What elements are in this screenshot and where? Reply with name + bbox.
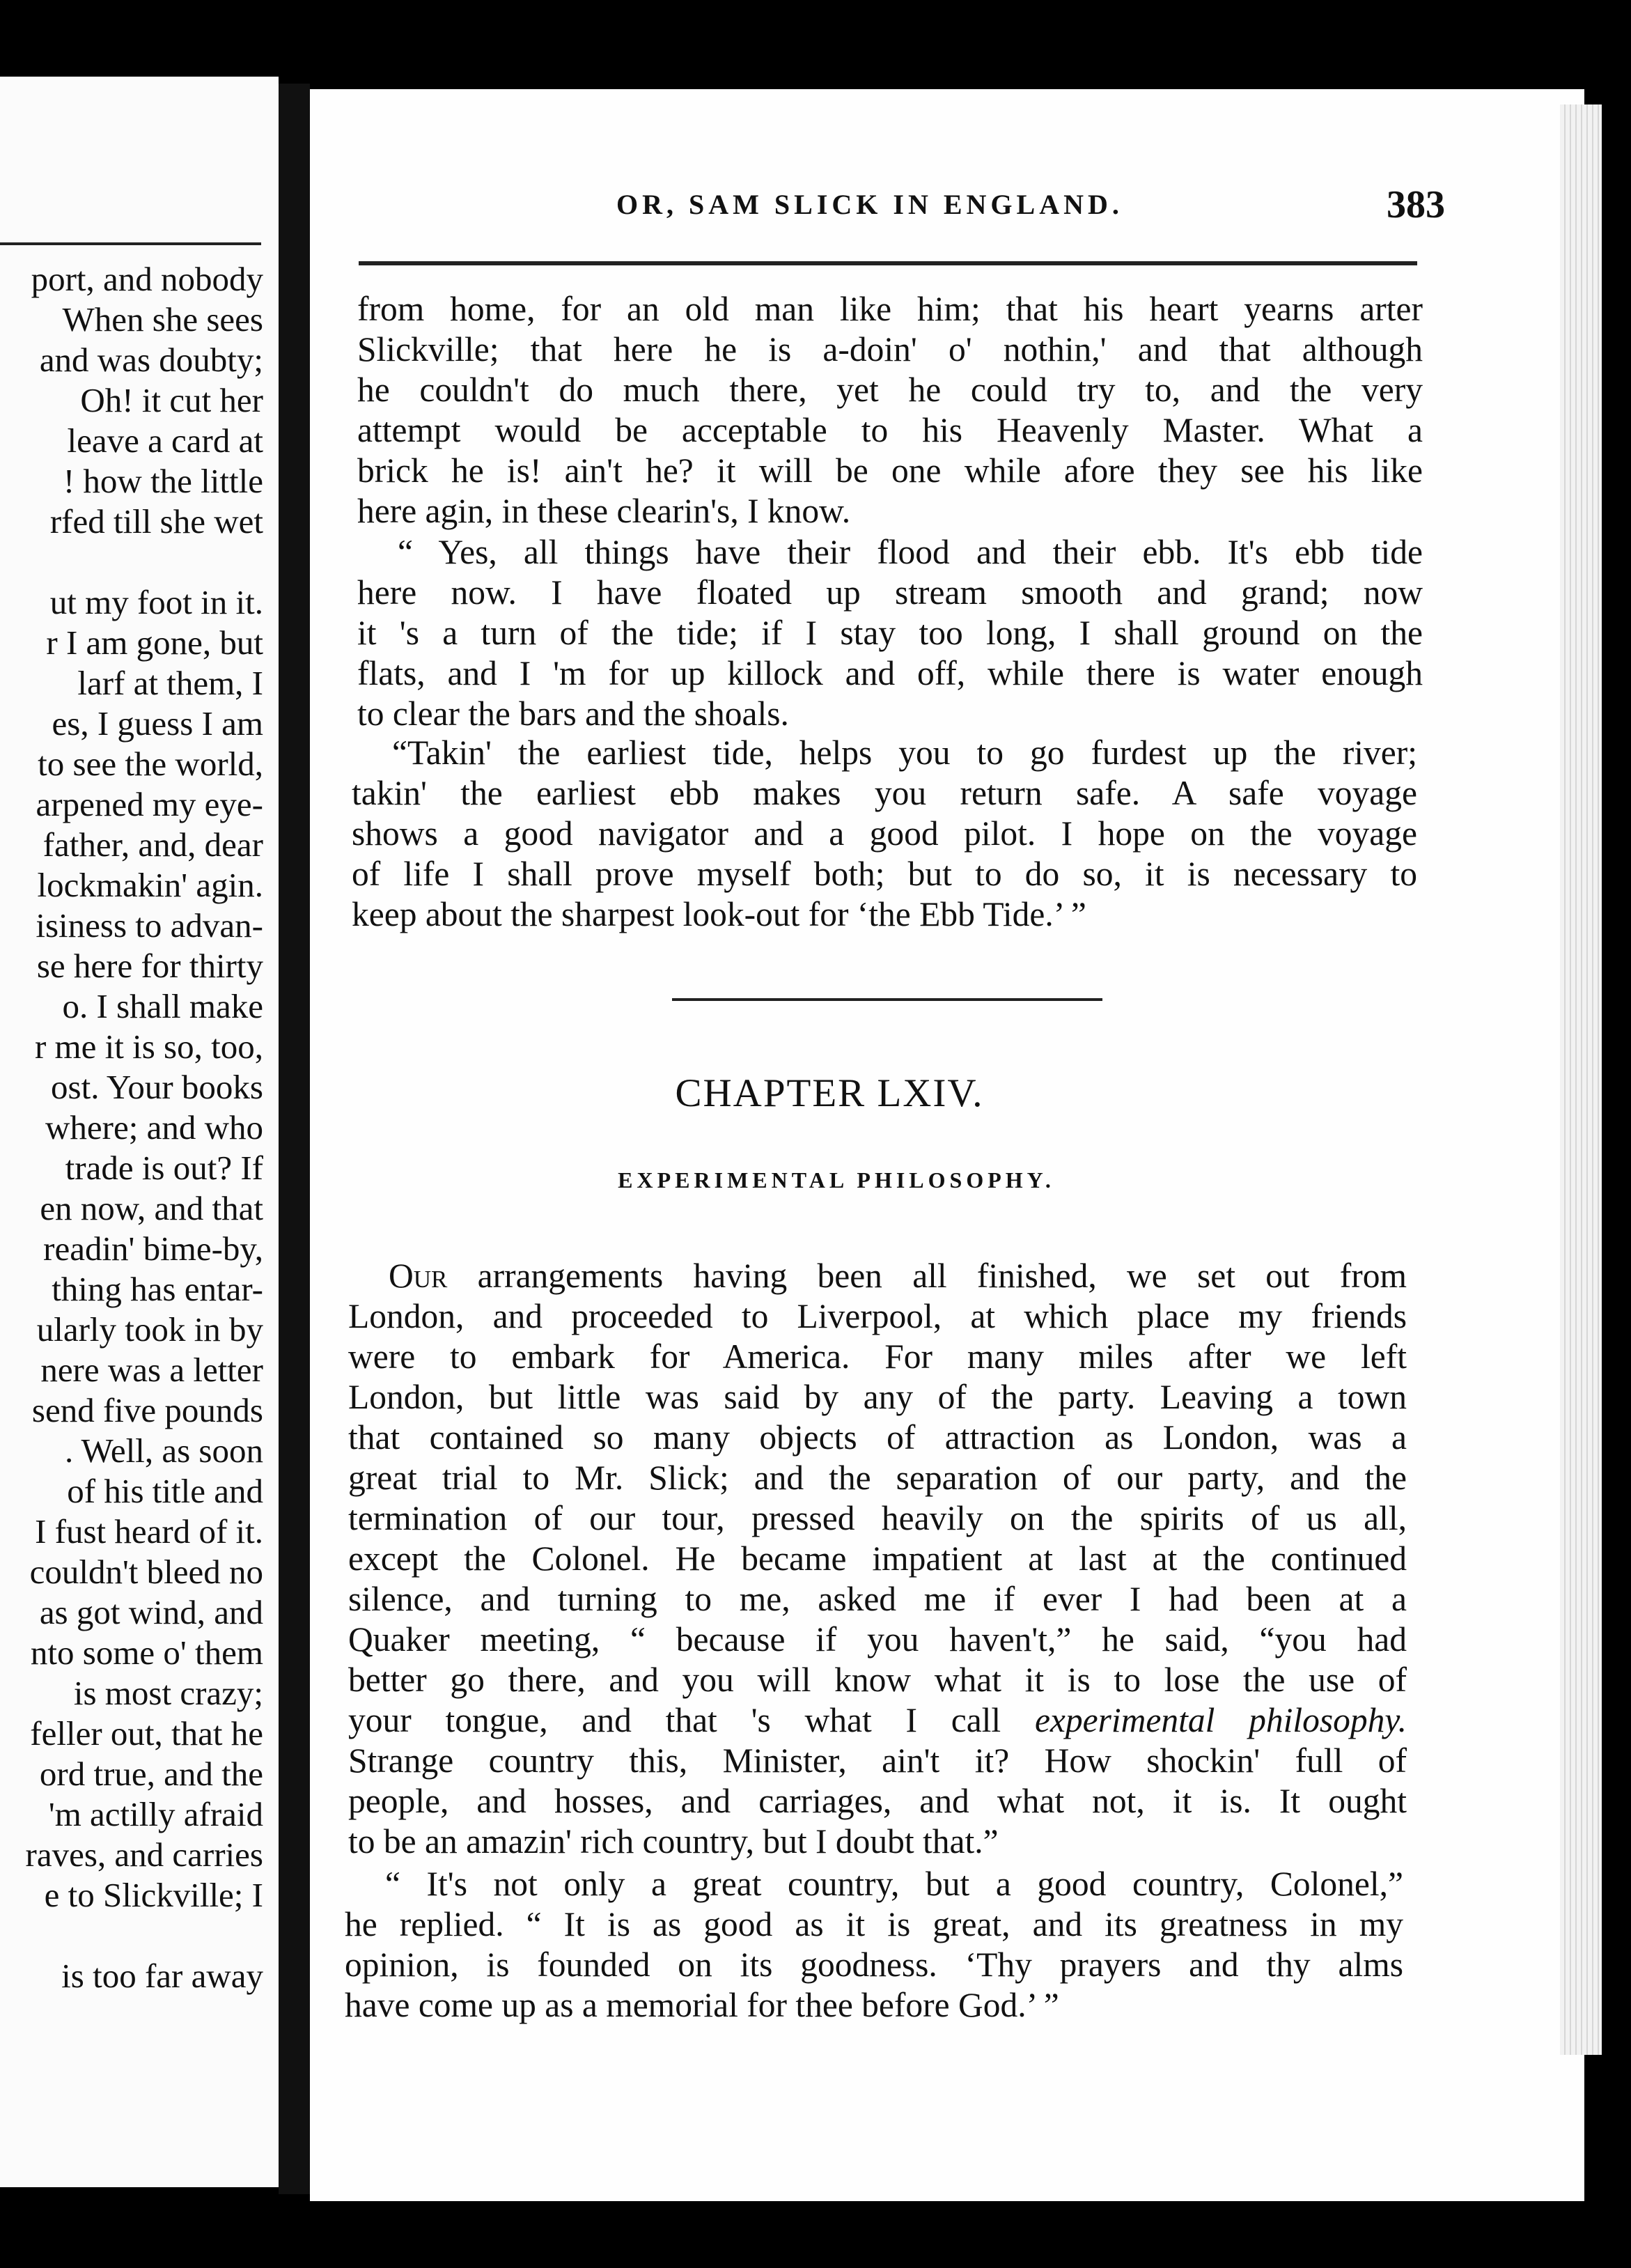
line-text: your tongue, and that 's what I call <box>348 1701 1035 1739</box>
text-line: he couldn't do much there, yet he could try to, and the very <box>357 371 1423 409</box>
text-line: that contained so many objects of attraction as London, was a <box>348 1418 1407 1457</box>
left-page-text <box>26 259 263 1996</box>
left-page-line: . Well, as soon <box>64 1431 263 1470</box>
left-page-line: of his title and <box>67 1472 263 1510</box>
text-line: flats, and I 'm for up killock and off, while there is water enough <box>357 654 1423 692</box>
text-line: of life I shall prove myself both; but to do so, it is necessary to <box>352 855 1417 893</box>
left-page-line: feller out, that he <box>30 1714 263 1753</box>
text-line: London, and proceeded to Liverpool, at which place my friends <box>348 1297 1407 1335</box>
left-page-line: raves, and carries <box>25 1835 263 1874</box>
left-page-line: readin' bime-by, <box>43 1229 263 1268</box>
paragraph-3 <box>352 733 1417 935</box>
left-page-line: ord true, and the <box>39 1755 263 1793</box>
text-line: “Takin' the earliest tide, helps you to go furdest up the river; <box>392 733 1417 772</box>
left-page-line: Oh! it cut her <box>80 381 263 419</box>
left-page-line: o. I shall make <box>62 987 263 1025</box>
paragraph-5 <box>345 1864 1403 2026</box>
left-page-line: as got wind, and <box>39 1593 263 1631</box>
left-page-line: 'm actilly afraid <box>48 1795 263 1833</box>
left-page-line: rfed till she wet <box>49 502 263 541</box>
italic-phrase: experimental philosophy. <box>1034 1701 1407 1739</box>
text-line: opinion, is founded on its goodness. ‘Thy prayers and thy alms <box>345 1945 1403 1984</box>
text-line: to clear the bars and the shoals. <box>357 694 789 733</box>
section-rule <box>672 998 1102 1001</box>
chapter-subtitle: EXPERIMENTAL PHILOSOPHY. <box>618 1167 1055 1193</box>
text-line: he replied. “ It is as good as it is great, and its greatness in my <box>345 1905 1403 1943</box>
drop-word: Our <box>389 1257 448 1295</box>
running-head-title: OR, SAM SLICK IN ENGLAND. <box>616 189 1123 220</box>
left-page-line: couldn't bleed no <box>29 1553 263 1591</box>
text-line: people, and hosses, and carriages, and what not, it is. It ought <box>348 1782 1407 1820</box>
left-page-line: send five pounds <box>31 1391 263 1429</box>
left-page <box>0 77 279 2187</box>
text-line: were to embark for America. For many miles after we left <box>348 1337 1407 1376</box>
text-line: London, but little was said by any of the party. Leaving a town <box>348 1378 1407 1416</box>
left-page-line: When she sees <box>62 300 263 339</box>
header-rule <box>359 261 1417 265</box>
left-page-line: ularly took in by <box>36 1310 263 1349</box>
text-line: “ It's not only a great country, but a good country, Colonel,” <box>385 1865 1403 1903</box>
text-line: Quaker meeting, “ because if you haven't,” he said, “you had <box>348 1620 1407 1659</box>
text-line <box>348 1256 1407 1296</box>
left-page-line: lockmakin' agin. <box>37 866 263 904</box>
text-line: here agin, in these clearin's, I know. <box>357 492 851 530</box>
paragraph-2 <box>357 532 1423 734</box>
left-page-line: r I am gone, but <box>46 623 263 662</box>
left-page-line: nto some o' them <box>30 1633 263 1672</box>
left-page-line <box>26 1916 263 1956</box>
text-line: shows a good navigator and a good pilot. I hope on the voyage <box>352 814 1417 853</box>
left-page-line: is too far away <box>61 1957 263 1995</box>
text-line: termination of our tour, pressed heavily on the spirits of us all, <box>348 1499 1407 1537</box>
text-line: attempt would be acceptable to his Heavenly Master. What a <box>357 411 1423 449</box>
left-page-line: trade is out? If <box>65 1149 263 1187</box>
left-page-line: e to Slickville; I <box>44 1876 263 1914</box>
text-line: silence, and turning to me, asked me if ever I had been at a <box>348 1580 1407 1618</box>
left-page-line: and was doubty; <box>39 341 263 379</box>
left-page-line: father, and, dear <box>42 825 263 864</box>
text-line: it 's a turn of the tide; if I stay too long, I shall ground on the <box>357 614 1423 652</box>
text-line: “ Yes, all things have their flood and their ebb. It's ebb tide <box>398 533 1423 571</box>
page-number: 383 <box>1387 183 1445 226</box>
left-page-line: where; and who <box>45 1108 263 1147</box>
left-page-line: ost. Your books <box>51 1068 263 1106</box>
left-page-line: larf at them, I <box>77 664 263 702</box>
text-line: from home, for an old man like him; that his heart yearns arter <box>357 290 1423 328</box>
left-page-line: is most crazy; <box>73 1674 263 1712</box>
text-line: except the Colonel. He became impatient at last at the continued <box>348 1539 1407 1578</box>
text-line: brick he is! ain't he? it will be one while afore they see his like <box>357 451 1423 490</box>
left-page-line: ! how the little <box>63 462 263 500</box>
text-line <box>348 1700 1407 1741</box>
chapter-title: CHAPTER LXIV. <box>675 1071 984 1115</box>
left-page-line: arpened my eye- <box>36 785 263 823</box>
text-line: here now. I have floated up stream smooth and grand; now <box>357 573 1423 612</box>
paragraph-1 <box>357 289 1423 531</box>
text-line: have come up as a memorial for thee before God.’ ” <box>345 1986 1059 2024</box>
text-line: better go there, and you will know what it is to lose the use of <box>348 1661 1407 1699</box>
book-gutter <box>279 84 310 2194</box>
text-line: takin' the earliest ebb makes you return safe. A safe voyage <box>352 774 1417 812</box>
text-line: great trial to Mr. Slick; and the separation of our party, and the <box>348 1459 1407 1497</box>
text-line: keep about the sharpest look-out for ‘the Ebb Tide.’ ” <box>352 895 1086 933</box>
text-line: to be an amazin' rich country, but I doubt that.” <box>348 1822 999 1861</box>
left-page-line: leave a card at <box>67 421 263 460</box>
text-line: Strange country this, Minister, ain't it? How shockin' full of <box>348 1741 1407 1780</box>
left-page-line: se here for thirty <box>36 947 263 985</box>
left-page-line: isiness to advan- <box>36 906 263 945</box>
first-line-rest: arrangements having been all finished, we set out from <box>447 1257 1407 1295</box>
left-page-line: ut my foot in it. <box>49 583 263 621</box>
left-page-line: es, I guess I am <box>52 704 263 743</box>
left-page-line: thing has entar- <box>52 1270 263 1308</box>
text-line: Slickville; that here he is a-doin' o' nothin,' and that although <box>357 330 1423 368</box>
paragraph-4 <box>348 1256 1407 1862</box>
left-page-line: port, and nobody <box>31 260 263 298</box>
left-page-line: en now, and that <box>40 1189 263 1227</box>
left-page-line: I fust heard of it. <box>35 1512 263 1551</box>
left-page-line <box>26 542 263 582</box>
left-page-rule <box>0 242 261 245</box>
left-page-line: to see the world, <box>38 745 263 783</box>
left-page-line: r me it is so, too, <box>34 1027 263 1066</box>
left-page-line: nere was a letter <box>40 1351 263 1389</box>
